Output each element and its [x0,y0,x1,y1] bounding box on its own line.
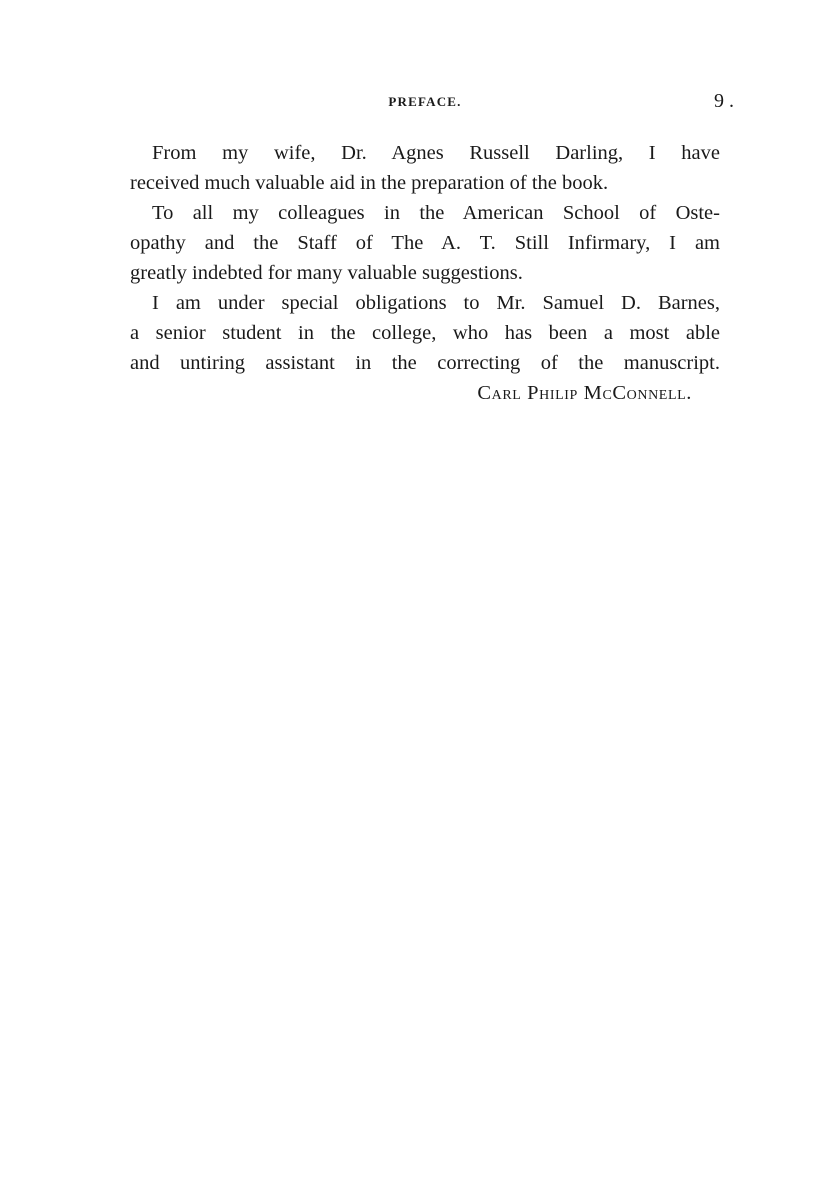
paragraph-line: To all my colleagues in the American School of Oste- [152,202,720,224]
paragraph-line: received much valuable aid in the preparation of the book. [130,172,609,194]
paragraph-line: From my wife, Dr. Agnes Russell Darling, I have [152,142,720,164]
page-number: 9 . [714,90,734,112]
preface-body [130,138,720,408]
paragraph-colleagues-acknowledgment [130,198,720,288]
paragraph-line: and untiring assistant in the correcting of the manuscript. [130,352,720,374]
paragraph-line: I am under special obligations to Mr. Samuel D. Barnes, [152,292,720,314]
author-signature: Carl Philip McConnell. [477,382,692,404]
running-header [130,90,734,116]
running-title: PREFACE. [388,94,462,109]
paragraph-line: greatly indebted for many valuable suggestions. [130,262,523,284]
paragraph-wife-acknowledgment [130,138,720,198]
paragraph-line: a senior student in the college, who has been a most able [130,322,720,344]
paragraph-line: opathy and the Staff of The A. T. Still Infirmary, I am [130,232,720,254]
paragraph-assistant-acknowledgment [130,288,720,378]
